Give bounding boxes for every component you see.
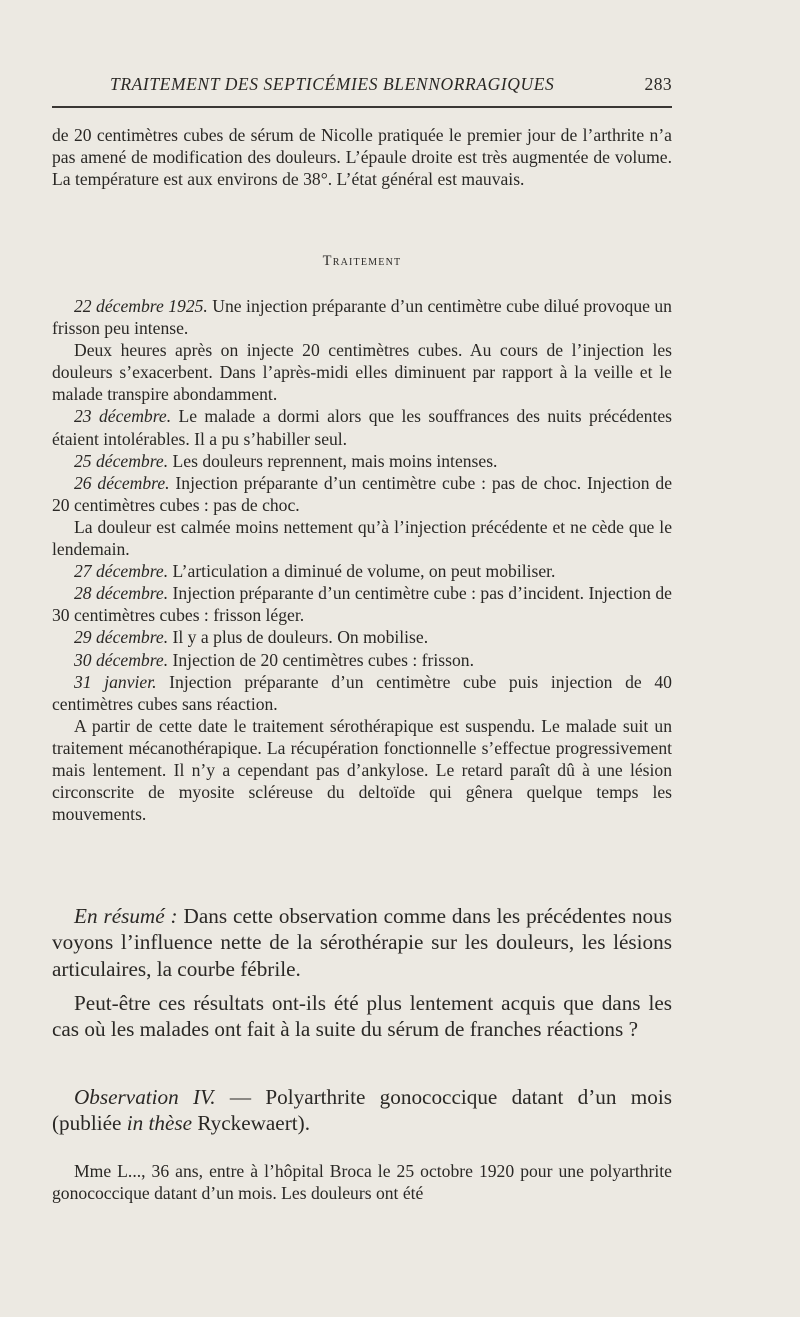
entry-text: Le malade a dormi alors que les souffrances des nuits précédentes étaient intolérables. Il a pu s’habiller seul. [52,406,672,449]
entry-date: 26 décembre. [74,472,170,493]
entry-text: Les douleurs reprennent, mais moins intenses. [168,450,498,471]
treatment-entries [52,295,672,825]
header-rule [52,106,672,108]
treatment-entry [52,715,672,825]
treatment-entry [52,626,672,648]
entry-date: 31 janvier. [74,671,157,692]
page-number: 283 [644,74,672,94]
observation-title: Observation IV. [74,1085,216,1109]
treatment-entry [52,516,672,560]
intro-paragraph: de 20 centimètres cubes de sérum de Nicolle pratiquée le premier jour de l’arthrite n’a pas amené de modification des douleurs. L’épaule droite est très augmentée de volume. La température est aux environs de 38°. L’état général est mauvais. [52,125,672,190]
final-paragraph: Mme L..., 36 ans, entre à l’hôpital Broca le 25 octobre 1920 pour une polyarthrite gonococcique datant d’un mois. Les douleurs ont été [52,1161,672,1204]
section-heading: Traitement [322,253,402,269]
entry-date: 22 décembre 1925. [74,296,208,316]
intro-paragraph-block [52,124,672,190]
entry-date: 28 décembre. [74,583,169,604]
treatment-entry [52,560,672,582]
running-head [52,74,672,104]
entry-date: 30 décembre. [74,649,169,670]
entry-date: 29 décembre. [74,627,169,648]
entry-text: La douleur est calmée moins nettement qu’à l’injection précédente et ne cède que le lendemain. [52,516,672,560]
observation-ref: in thèse [126,1111,193,1136]
entry-date: 23 décembre. [74,406,172,427]
entry-text: Injection de 20 centimètres cubes : frisson. [168,649,474,670]
summary-text: Dans cette observation comme dans les précédentes nous voyons l’influence nette de la sérothérapie sur les douleurs, les lésions articulaires, la courbe fébrile. [52,904,672,981]
treatment-entry [52,295,672,339]
observation-heading-block [52,1084,672,1137]
entry-date: 25 décembre. [74,450,169,471]
treatment-entry [52,450,672,472]
entry-text: Deux heures après on injecte 20 centimètres cubes. Au cours de l’injection les douleurs s’exacerbent. Dans l’après-midi elles diminuent par rapport à la veille et le malade transpire abondamment. [52,340,672,405]
summary-lead: En résumé : [74,904,178,928]
treatment-entry [52,671,672,715]
treatment-entry [52,405,672,449]
treatment-entry [52,582,672,626]
final-paragraph-block [52,1160,672,1204]
running-title: TRAITEMENT DES SEPTICÉMIES BLENNORRAGIQUES [110,74,555,94]
entry-text: Il y a plus de douleurs. On mobilise. [168,627,429,648]
entry-text: L’articulation a diminué de volume, on peut mobiliser. [168,561,556,582]
observation-tail: Ryckewaert). [192,1111,311,1136]
observation-heading [52,1084,672,1137]
summary-paragraph [52,903,672,982]
treatment-entry [52,472,672,516]
entry-date: 27 décembre. [74,561,169,582]
entry-text: Injection préparante d’un centimètre cube puis injection de 40 centimètres cubes sans réaction. [52,671,672,714]
summary-block [52,903,672,1042]
entry-text: Injection préparante d’un centimètre cube : pas d’incident. Injection de 30 centimètres cubes : frisson léger. [52,583,672,626]
entry-text: A partir de cette date le traitement sérothérapique est suspendu. Le malade suit un traitement mécanothérapique. La récupération fonctionnelle s’effectue progressivement mais lentement. Il n’y a cependant pas d’ankylose. Le retard paraît dû à une lésion circonscrite de myosite scléreuse du deltoïde qui gênera quelque temps les mouvements. [52,715,672,825]
treatment-entry [52,649,672,671]
entry-text: Injection préparante d’un centimètre cube : pas de choc. Injection de 20 centimètres cubes : pas de choc. [52,472,673,515]
observation-dash: — Polyarthrite gonococcique datant d’un mois (publiée [52,1085,672,1136]
summary-paragraph-2: Peut-être ces résultats ont-ils été plus lentement acquis que dans les cas où les malades ont fait à la suite du sérum de franches réactions ? [52,990,672,1042]
treatment-entry [52,339,672,405]
entry-text: Une injection préparante d’un centimètre cube dilué provoque un frisson peu intense. [52,296,672,339]
